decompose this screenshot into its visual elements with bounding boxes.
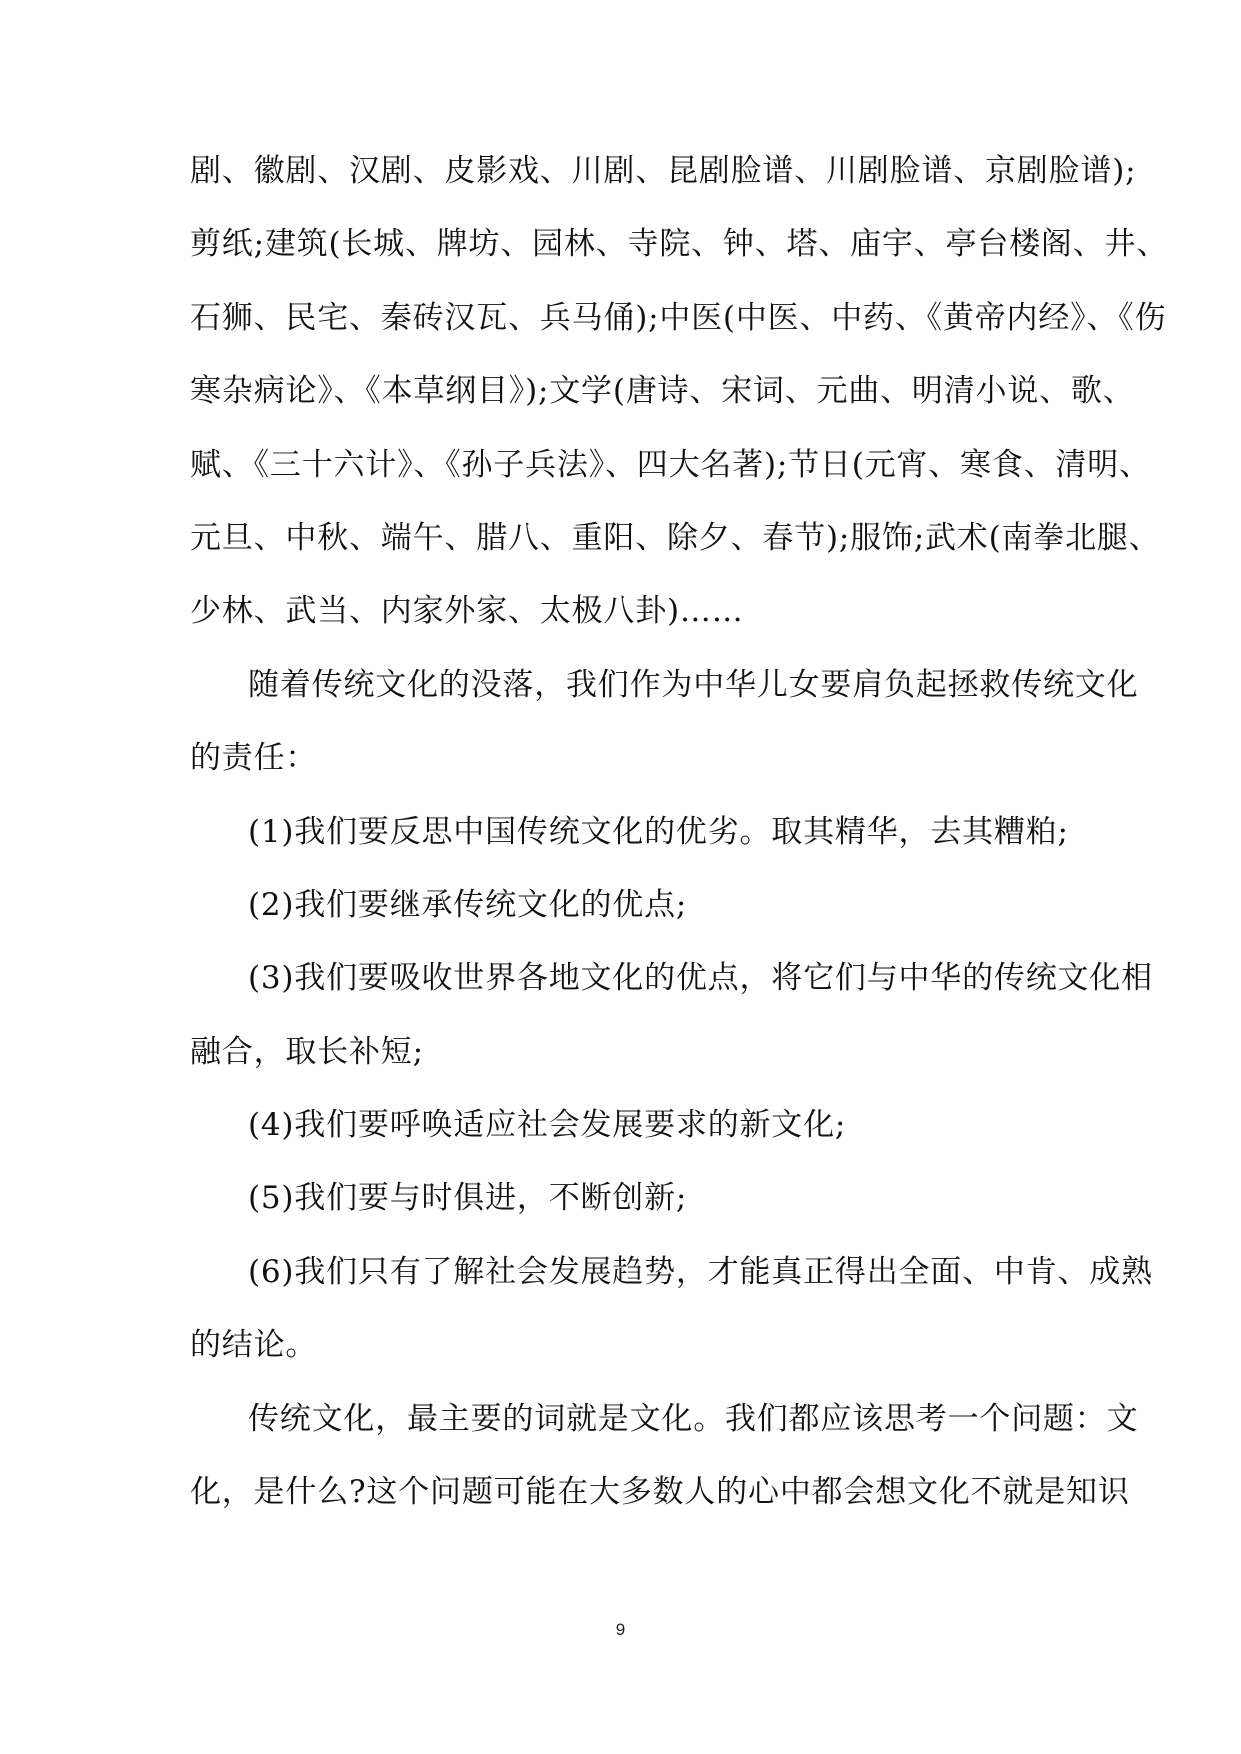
list-item-6: (6)我们只有了解社会发展趋势，才能真正得出全面、中肯、成熟 (248, 1253, 1153, 1290)
text-line-8: 随着传统文化的没落，我们作为中华儿女要肩负起拯救传统文化 (248, 666, 1139, 703)
list-item-5: (5)我们要与时俱进，不断创新; (248, 1180, 688, 1217)
text-line-6: 元旦、中秋、端午、腊八、重阳、除夕、春节);服饰;武术(南拳北腿、 (190, 519, 1161, 556)
text-line-2: 剪纸;建筑(长城、牌坊、园林、寺院、钟、塔、庙宇、亭台楼阁、井、 (190, 226, 1169, 263)
text-line-3: 石狮、民宅、秦砖汉瓦、兵马俑);中医(中医、中药、《黄帝内经》、《伤 (190, 299, 1167, 336)
list-item-1: (1)我们要反思中国传统文化的优劣。取其精华，去其糟粕; (248, 813, 1069, 850)
text-line-1: 剧、徽剧、汉剧、皮影戏、川剧、昆剧脸谱、川剧脸谱、京剧脸谱); (190, 153, 1137, 189)
text-line-7: 少林、武当、内家外家、太极八卦)…… (190, 593, 744, 630)
list-item-2: (2)我们要继承传统文化的优点; (248, 886, 688, 923)
list-item-6-continued: 的结论。 (190, 1327, 318, 1364)
text-line-18: 传统文化，最主要的词就是文化。我们都应该思考一个问题：文 (248, 1400, 1139, 1437)
page-number: 9 (615, 1620, 626, 1639)
text-line-19: 化，是什么?这个问题可能在大多数人的心中都会想文化不就是知识 (190, 1474, 1130, 1511)
list-item-4: (4)我们要呼唤适应社会发展要求的新文化; (248, 1107, 847, 1144)
text-line-4: 寒杂病论》、《本草纲目》);文学(唐诗、宋词、元曲、明清小说、歌、 (190, 373, 1135, 410)
text-line-5: 赋、《三十六计》、《孙子兵法》、四大名著);节日(元宵、寒食、清明、 (190, 446, 1151, 483)
list-item-3: (3)我们要吸收世界各地文化的优点，将它们与中华的传统文化相 (248, 960, 1153, 997)
list-item-3-continued: 融合，取长补短; (190, 1033, 424, 1070)
body-text (190, 135, 1169, 1529)
text-line-9: 的责任： (190, 740, 318, 777)
